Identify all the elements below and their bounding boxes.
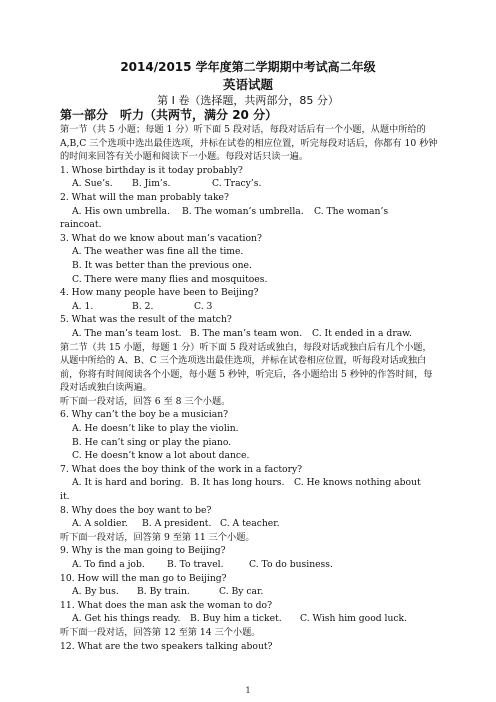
option-c: C. Tracy’s. [212, 178, 262, 190]
option-c: C. There were many flies and mosquitoes. [72, 273, 268, 285]
option-b: B. 2. [132, 300, 154, 312]
option-c: C. By car. [219, 586, 264, 598]
options-5 [60, 327, 440, 341]
part-heading [60, 106, 289, 123]
group-instruction: 听下面一段对话，回答第 12 至第 14 三个小题。 [60, 626, 261, 638]
option-b: B. A president. [142, 518, 212, 530]
options-1 [60, 177, 440, 191]
option-b: B. Buy him a ticket. [190, 613, 282, 625]
question-5: 5. What was the result of the match? [60, 314, 232, 326]
option-b: B. It has long hours. [190, 477, 285, 489]
question-4: 4. How many people have been to Beijing? [60, 287, 259, 299]
option-c: C. He doesn’t know a lot about dance. [72, 450, 250, 462]
option-a: A. 1. [72, 300, 94, 312]
option-b: B. The man’s team won. [190, 327, 303, 339]
question-3: 3. What do we know about man’s vacation? [60, 232, 262, 244]
question-9: 9. Why is the man going to Beijing? [60, 545, 226, 557]
page-number: 1 [245, 686, 251, 695]
option-c: C. A teacher. [220, 518, 280, 530]
options-11 [60, 612, 440, 626]
question-2: 2. What will the man probably take? [60, 191, 229, 203]
options-8 [60, 517, 440, 531]
section1-instructions: 第一节（共 5 小题；每题 1 分）听下面 5 段对话，每段对话后有一个小题，从题中所给的 A,B,C 三个选项中选出最佳选项，并标在试卷的相应位置，听完每段对话后，你都有 10 秒钟的时间来回答有关小题和阅读下一小题。每段对话只读一遍。 [60, 124, 438, 163]
group-instruction: 听下面一段对话，回答第 9 至第 11 三个小题。 [60, 531, 255, 543]
option-b: B. By train. [137, 586, 190, 598]
exam-subtitle: 英语试题 [222, 77, 273, 92]
option-c: C. It ended in a draw. [312, 327, 412, 339]
option-a: A. It is hard and boring. [72, 477, 184, 489]
option-a: A. To find a job. [72, 559, 145, 570]
option-c-continued: it. [60, 491, 70, 503]
question-11: 11. What does the man ask the woman to do? [60, 599, 273, 611]
exam-title: 2014/2015 学年度第二学期期中考试高二年级 [120, 60, 376, 74]
option-b: B. The woman’s umbrella. [182, 205, 304, 217]
options-9 [60, 558, 440, 572]
question-body [60, 123, 440, 653]
option-b: B. It was better than the previous one. [72, 259, 252, 271]
option-a: A. The weather was fine all the time. [72, 246, 244, 258]
part-name: 听力（共两节，满分 20 分） [120, 108, 278, 122]
option-b: B. He can’t sing or play the piano. [72, 436, 232, 448]
option-a: A. A soldier. [72, 518, 128, 530]
part-label: 第一部分 [60, 108, 109, 122]
question-7: 7. What does the boy think of the work in a factory? [60, 463, 303, 475]
options-2 [60, 205, 440, 219]
option-a: A. The man’s team lost. [72, 327, 182, 339]
question-12: 12. What are the two speakers talking about? [60, 640, 273, 652]
option-c: C. To do business. [249, 559, 333, 570]
option-b: B. Jim’s. [132, 178, 171, 190]
question-1: 1. Whose birthday is it today probably? [60, 164, 243, 176]
options-10 [60, 585, 440, 599]
question-8: 8. Why does the boy want to be? [60, 504, 212, 516]
option-c-continued: raincoat. [60, 219, 102, 231]
option-c: C. 3 [194, 300, 213, 312]
option-a: A. He doesn’t like to play the violin. [72, 423, 239, 435]
options-4 [60, 300, 440, 314]
question-10: 10. How will the man go to Beijing? [60, 572, 227, 584]
section2-instructions: 第二节（共 15 小题，每题 1 分）听下面 5 段对话或独白，每段对话或独白后有几个小题，从题中所给的 A、B、C 三个选项选出最佳选项，并标在试卷相应位置，听每段对话或独白前，你将有时间阅读各个小题，每小题 5 秒钟，听完后，各小题给出 5 秒钟的作答时间，每段对话或独白读两遍。 [60, 341, 433, 394]
volume-heading: 第 I 卷（选择题，共两部分，85 分） [157, 94, 339, 107]
option-a: A. By bus. [72, 586, 119, 598]
group-instruction: 听下面一段对话，回答 6 至 8 三个小题。 [60, 395, 231, 407]
option-c: C. He knows nothing about [294, 477, 421, 489]
options-7 [60, 476, 440, 490]
option-a: A. Sue’s. [72, 178, 113, 190]
option-a: A. Get his things ready. [72, 613, 181, 625]
option-c: C. Wish him good luck. [300, 613, 408, 625]
question-6: 6. Why can’t the boy be a musician? [60, 409, 229, 421]
option-a: A. His own umbrella. [72, 205, 170, 217]
option-b: B. To travel. [167, 559, 224, 570]
option-c: C. The woman’s [314, 205, 389, 217]
